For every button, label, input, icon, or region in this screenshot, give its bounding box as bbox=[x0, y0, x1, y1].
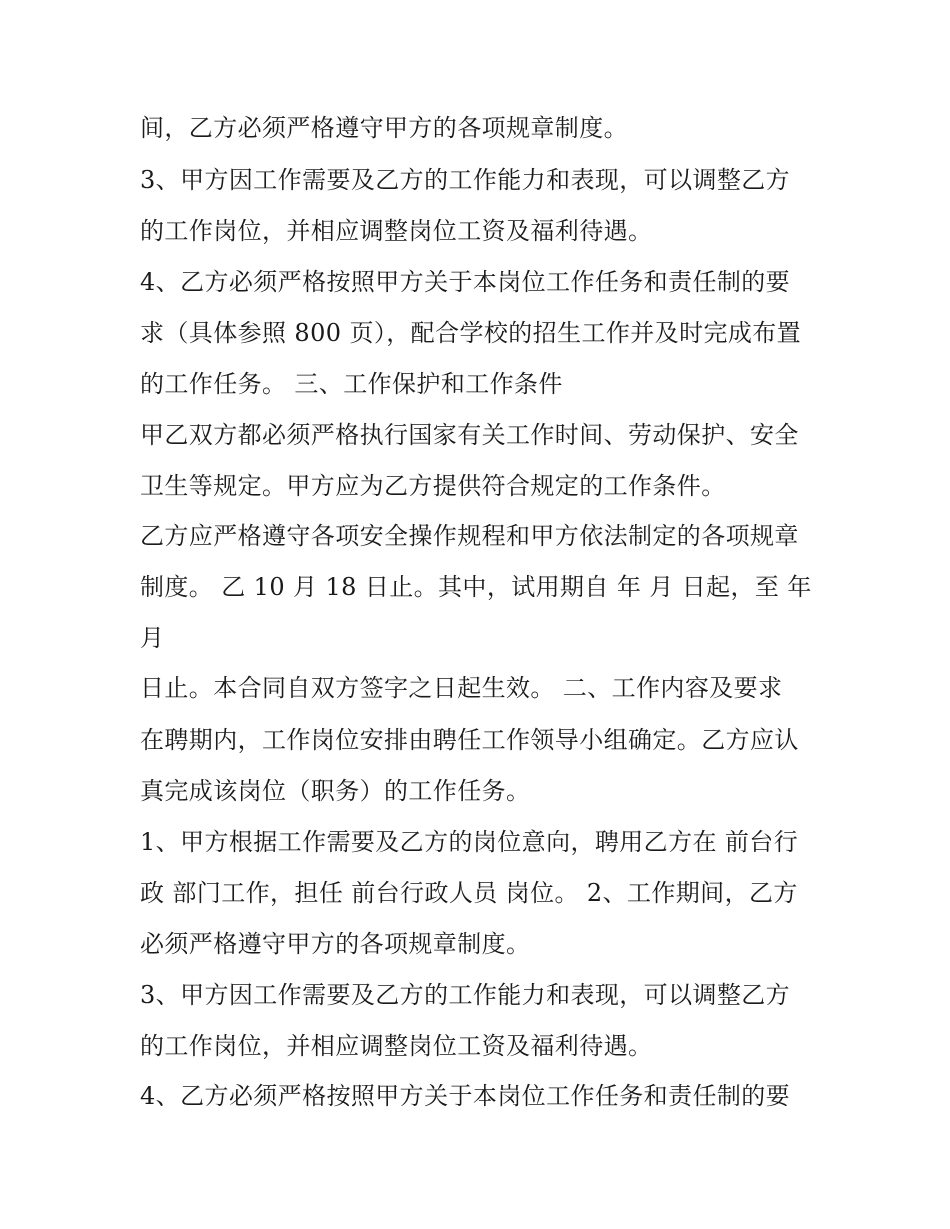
text-line: 的工作岗位，并相应调整岗位工资及福利待遇。 bbox=[140, 1032, 653, 1060]
text-line: 制度。 乙 10 月 18 日止。其中，试用期自 年 月 日起，至 年 bbox=[140, 573, 812, 601]
text-line: 政 部门工作，担任 前台行政人员 岗位。 2、工作期间，乙方 bbox=[140, 879, 798, 907]
text-line: 乙方应严格遵守各项安全操作规程和甲方依法制定的各项规章 bbox=[140, 522, 799, 550]
text-line: 日止。本合同自双方签字之日起生效。 二、工作内容及要求 bbox=[140, 674, 783, 702]
text-line: 的工作任务。 三、工作保护和工作条件 bbox=[140, 370, 563, 398]
text-line: 4、乙方必须严格按照甲方关于本岗位工作任务和责任制的要 bbox=[140, 1082, 791, 1110]
text-line: 3、甲方因工作需要及乙方的工作能力和表现，可以调整乙方 bbox=[140, 166, 791, 194]
text-line: 1、甲方根据工作需要及乙方的岗位意向，聘用乙方在 前台行 bbox=[140, 828, 799, 856]
text-line: 真完成该岗位（职务）的工作任务。 bbox=[140, 777, 531, 805]
text-line: 4、乙方必须严格按照甲方关于本岗位工作任务和责任制的要 bbox=[140, 268, 791, 296]
text-line: 在聘期内，工作岗位安排由聘任工作领导小组确定。乙方应认 bbox=[140, 726, 799, 754]
text-line: 卫生等规定。甲方应为乙方提供符合规定的工作条件。 bbox=[140, 472, 726, 500]
text-line: 必须严格遵守甲方的各项规章制度。 bbox=[140, 930, 531, 958]
text-line: 3、甲方因工作需要及乙方的工作能力和表现，可以调整乙方 bbox=[140, 981, 791, 1009]
text-line: 甲乙双方都必须严格执行国家有关工作时间、劳动保护、安全 bbox=[140, 421, 799, 449]
text-line: 间，乙方必须严格遵守甲方的各项规章制度。 bbox=[140, 114, 628, 142]
text-line: 的工作岗位，并相应调整岗位工资及福利待遇。 bbox=[140, 217, 653, 245]
text-line: 求（具体参照 800 页），配合学校的招生工作并及时完成布置 bbox=[140, 319, 802, 347]
text-line: 月 bbox=[140, 624, 165, 652]
